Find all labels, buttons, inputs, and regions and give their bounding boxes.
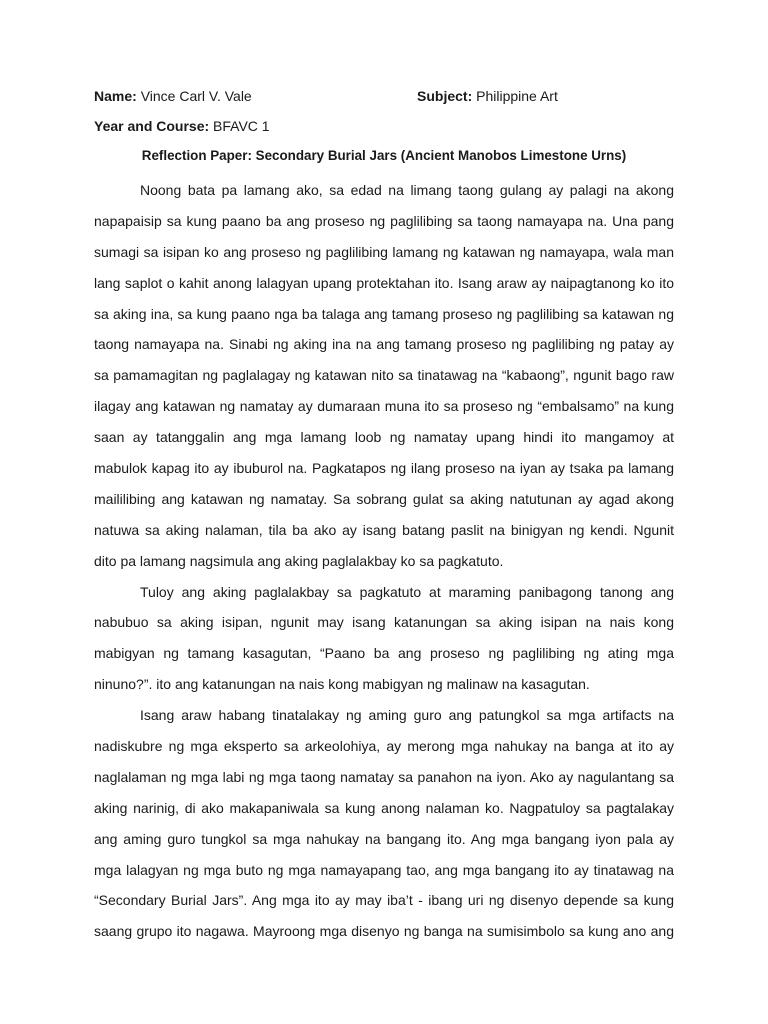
paragraph-line: dito pa lamang nagsimula ang aking paglalakbay ko sa pagkatuto. [94, 552, 504, 569]
paragraph-line: ilagay ang katawan ng namatay ay dumaraan muna ito sa proseso ng “embalsamo” na kung [94, 398, 674, 415]
paragraph-line: natuwa sa aking nalaman, tila ba ako ay isang batang paslit na binigyan ng kendi. Ngunit [94, 521, 674, 538]
name-value: Vince Carl V. Vale [140, 88, 252, 104]
paragraph-line: ninuno?”. ito ang katanungan na nais kong mabigyan ng malinaw na kasagutan. [94, 676, 590, 693]
paragraph [94, 577, 674, 701]
paragraph-line: naglalaman ng mga labi ng mga taong namatay sa panahon na iyon. Ako ay nagulantang sa [94, 768, 674, 785]
paragraph-line: Tuloy ang aking paglalakbay sa pagkatuto at maraming panibagong tanong ang [140, 583, 674, 600]
year-course-field [94, 116, 270, 136]
header-row [94, 86, 694, 106]
paragraph-line: ang aming guro tungkol sa mga nahukay na bangang ito. Ang mga bangang iyon pala ay [94, 830, 674, 847]
paragraph-line: nabubuo sa aking isipan, ngunit may isang katanungan sa aking isipan na nais kong [94, 614, 674, 631]
subject-field [417, 86, 558, 106]
paragraph-line: saan ay tatanggalin ang mga lamang loob ng namatay upang hindi ito mangamoy at [94, 429, 674, 446]
paragraph-line: taong namayapa na. Sinabi ng aking ina na ang tamang proseso ng paglilibing ng patay ay [94, 336, 674, 353]
paragraph-line: mga lalagyan ng mga buto ng mga namayapang tao, ang mga bangang ito ay tinatawag na [94, 861, 674, 878]
subject-label: Subject: [417, 88, 473, 104]
paper-body [94, 175, 674, 947]
paragraph-line: sa pamamagitan ng paglalagay ng katawan nito sa tinatawag na “kabaong”, ngunit bago raw [94, 367, 674, 384]
paragraph-line: nadiskubre ng mga eksperto sa arkeolohiya, ay merong mga nahukay na banga at ito ay [94, 738, 674, 755]
year-course-label: Year and Course: [94, 118, 210, 134]
paragraph-line: maililibing ang katawan ng namatay. Sa sobrang gulat sa aking natutunan ay agad akong [94, 490, 674, 507]
paragraph [94, 700, 674, 947]
paragraph-line: Isang araw habang tinatalakay ng aming guro ang patungkol sa mga artifacts na [140, 707, 674, 724]
paragraph [94, 175, 674, 577]
subject-value: Philippine Art [476, 88, 558, 104]
paragraph-line: aking narinig, di ako makapaniwala sa kung anong nalaman ko. Nagpatuloy sa pagtalakay [94, 799, 674, 816]
name-field [94, 88, 252, 104]
year-course-value: BFAVC 1 [213, 118, 270, 134]
paragraph-line: mabulok kapag ito ay ibuburol na. Pagkatapos ng ilang proseso na iyan ay tsaka pa lamang [94, 460, 674, 477]
paragraph-line: “Secondary Burial Jars”. Ang mga ito ay may iba’t - ibang uri ng disenyo depende sa kung [94, 892, 674, 909]
paragraph-line: lang saplot o kahit anong lalagyan upang protektahan ito. Isang araw ay naipagtanong ko ito [94, 274, 674, 291]
paper-title: Reflection Paper: Secondary Burial Jars (Ancient Manobos Limestone Urns) [141, 148, 627, 163]
paragraph-line: sa aking ina, sa kung paano nga ba talaga ang tamang proseso ng paglilibing sa katawan ng [94, 305, 674, 322]
paragraph-line: sumagi sa isipan ko ang proseso ng paglilibing lamang ng katawan ng namayapa, wala man [94, 243, 674, 260]
paragraph-line: mabigyan ng tamang kasagutan, “Paano ba ang proseso ng paglilibing ng ating mga [94, 645, 674, 662]
paragraph-line: napapaisip sa kung paano ba ang proseso ng paglilibing sa taong namayapa na. Una pang [94, 212, 674, 229]
paragraph-line: Noong bata pa lamang ako, sa edad na limang taong gulang ay palagi na akong [140, 182, 674, 198]
name-label: Name: [94, 88, 137, 104]
paragraph-line: saang grupo ito nagawa. Mayroong mga disenyo ng banga na sumisimbolo sa kung ano ang [94, 923, 674, 940]
